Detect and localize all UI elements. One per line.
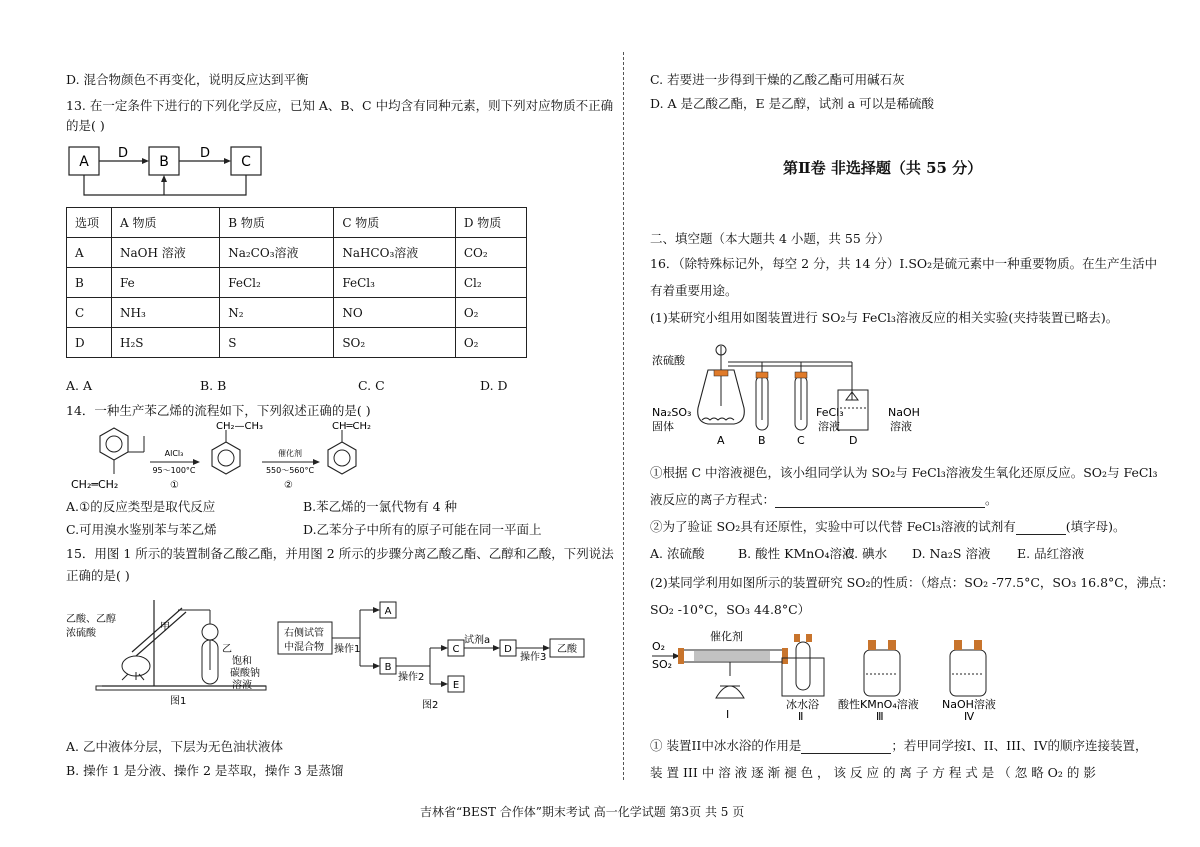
benzene-ring: [212, 442, 240, 474]
q13-stem-line2: 的是( ): [66, 118, 105, 133]
fig2-box-d: D: [504, 644, 512, 655]
ethyl-label: CH₂—CH₃: [216, 421, 264, 432]
table-cell: O₂: [455, 298, 526, 328]
q12-option-d: D. 混合物颜色不再变化，说明反应达到平衡: [66, 72, 309, 87]
fig1-label-right2: 碳酸钠: [230, 668, 260, 679]
wash-bottle-kmno4: [864, 650, 900, 696]
fig2-box-e: E: [452, 680, 460, 691]
table-row: [67, 238, 527, 268]
apparatus-2: [650, 624, 1020, 724]
q14-option-c: C.可用溴水鉴别苯与苯乙烯: [66, 522, 217, 537]
so2-label: SO₂: [652, 658, 673, 671]
q15-option-c: C. 若要进一步得到干燥的乙酸乙酯可用碱石灰: [650, 72, 905, 87]
benzene-ring: [100, 428, 128, 460]
q14-option-d: D.乙苯分子中所有的原子可能在同一平面上: [303, 522, 542, 537]
header-cell: C 物质: [334, 208, 456, 238]
fig2-op3: 操作3: [520, 652, 547, 663]
table-cell: A: [67, 238, 112, 268]
q16-stem-line2: 有着重要用途。: [650, 283, 738, 298]
fig1-label-left2: 浓硫酸: [66, 628, 96, 639]
fig1-label-right3: 溶液: [232, 680, 252, 691]
q15-stem-line2: 正确的是( ): [66, 568, 130, 583]
q16-sub2-prefix: ②为了验证 SO₂具有还原性，实验中可以代替 FeCl₃溶液的试剂有: [650, 519, 1016, 534]
num-1: Ⅰ: [726, 708, 730, 721]
cond1-top: AlCl₃: [164, 449, 184, 458]
table-cell: B: [67, 268, 112, 298]
q16-sub2-option-e: E. 品红溶液: [1017, 546, 1085, 561]
cond2-top: 催化剂: [278, 449, 302, 458]
table-cell: NH₃: [112, 298, 220, 328]
step1-label: ①: [170, 480, 179, 491]
naoh-solution-label: 溶液: [890, 420, 912, 433]
box-c-label: C: [241, 154, 251, 170]
table-row: [67, 328, 527, 358]
label-c: C: [797, 434, 805, 447]
header-cell: D 物质: [455, 208, 526, 238]
apparatus-1: [650, 336, 940, 452]
q16-sub2-option-d: D. Na₂S 溶液: [912, 546, 991, 561]
q15-stem-line1: 15．用图 1 所示的装置制备乙酸乙酯，并用图 2 所示的步骤分离乙酸乙酯、乙醇和乙酸，下列说法: [66, 546, 614, 561]
fecl3-label: FeCl₃: [816, 406, 844, 419]
fig2-box-a: A: [384, 606, 392, 617]
table-cell: N₂: [220, 298, 334, 328]
naoh-label: NaOH: [888, 406, 920, 419]
table-cell: D: [67, 328, 112, 358]
ethylene-label: CH₂═CH₂: [71, 478, 119, 491]
cond1-bottom: 95～100°C: [152, 466, 196, 475]
q16-part1: (1)某研究小组用如图装置进行 SO₂与 FeCl₃溶液反应的相关实验(夹持装置已略去)。: [650, 310, 1119, 325]
ice-bath-label: 冰水浴: [786, 698, 819, 711]
cond2-bottom: 550～560°C: [265, 466, 315, 475]
q16-part2-sub1-prefix: ① 装置II中冰水浴的作用是: [650, 738, 802, 753]
q13-stem-line1: 13. 在一定条件下进行的下列化学反应，已知 A、B、C 中均含有同种元素，则下列对应物质不正确: [66, 98, 614, 113]
table-cell: CO₂: [455, 238, 526, 268]
table-cell: Cl₂: [455, 268, 526, 298]
o2-label: O₂: [652, 640, 666, 653]
fig2-product: 乙酸: [557, 644, 577, 655]
q16-sub1-line1: ①根据 C 中溶液褪色，该小组同学认为 SO₂与 FeCl₃溶液发生氧化还原反应。SO₂与 FeCl₃: [650, 465, 1158, 480]
column-divider: [623, 52, 624, 780]
q13-option-c: C. C: [358, 378, 385, 393]
arrow2-label: D: [199, 146, 211, 161]
q14-option-a: A.①的反应类型是取代反应: [66, 499, 216, 514]
q15-option-a: A. 乙中液体分层，下层为无色油状液体: [66, 739, 283, 754]
answer-blank[interactable]: [1016, 519, 1066, 535]
fig2-op2: 操作2: [398, 672, 425, 683]
header-cell: 选项: [67, 208, 112, 238]
fig2-reagent: 试剂a: [464, 635, 491, 646]
num-3: Ⅲ: [876, 710, 884, 723]
box-b-label: B: [159, 154, 169, 170]
box-a-label: A: [79, 154, 89, 170]
q13-option-b: B. B: [200, 378, 227, 393]
q16-part2-sub1-line2: 装 置 III 中 溶 液 逐 渐 褪 色 ， 该 反 应 的 离 子 方 程 式 是 （ 忽 略 O₂ 的 影: [650, 765, 1096, 780]
table-cell: H₂S: [112, 328, 220, 358]
q16-part2-sub1-line1: [650, 736, 1147, 754]
q16-sub2-option-c: C. 碘水: [845, 546, 888, 561]
answer-blank[interactable]: [801, 738, 891, 754]
table-row: [67, 268, 527, 298]
label-b: B: [758, 434, 766, 447]
fig2-start1: 右侧试管: [284, 628, 324, 639]
table-cell: NaOH 溶液: [112, 238, 220, 268]
fig1-label-right1: 饱和: [232, 656, 252, 667]
fig1-label-jia: 甲: [160, 622, 170, 633]
table-cell: NO: [334, 298, 456, 328]
header-cell: B 物质: [220, 208, 334, 238]
label-a: A: [717, 434, 725, 447]
table-cell: FeCl₃: [334, 268, 456, 298]
q15-option-d: D. A 是乙酸乙酯，E 是乙醇，试剂 a 可以是稀硫酸: [650, 96, 935, 111]
page-footer: 吉林省“BEST 合作体”期末考试 高一化学试题 第3页 共 5 页: [420, 805, 745, 819]
step2-label: ②: [284, 480, 293, 491]
table-cell: Fe: [112, 268, 220, 298]
figure1-apparatus: [66, 590, 276, 710]
fig1-caption: 图1: [170, 696, 187, 707]
kmno4-label: 酸性KMnO₄溶液: [838, 698, 919, 711]
q13-option-a: A. A: [66, 378, 93, 393]
q16-sub1-prefix: 液反应的离子方程式：: [650, 492, 776, 507]
drying-bulb: [202, 624, 218, 640]
table-cell: Na₂CO₃溶液: [220, 238, 334, 268]
q16-part2-line2: SO₂ -10°C，SO₃ 44.8°C）: [650, 602, 811, 617]
fig2-op1: 操作1: [334, 644, 361, 655]
q13-option-d: D. D: [480, 378, 508, 393]
q13-options-table: [66, 207, 527, 358]
q16-sub2-option-a: A. 浓硫酸: [650, 546, 705, 561]
fecl3-solution-label: 溶液: [818, 420, 840, 433]
solid-label: 固体: [652, 420, 674, 433]
num-2: Ⅱ: [798, 710, 804, 723]
fig1-label-yi: 乙: [222, 644, 232, 655]
q16-sub2-suffix: (填字母)。: [1065, 519, 1126, 534]
catalyst-label: 催化剂: [710, 630, 743, 643]
table-cell: C: [67, 298, 112, 328]
table-cell: S: [220, 328, 334, 358]
num-4: Ⅳ: [964, 710, 975, 723]
q14-reaction-scheme: [66, 418, 396, 494]
figure2-separation-flow: [276, 598, 596, 710]
q16-sub1-suffix: 。: [985, 492, 998, 507]
q16-part2-sub1-suffix: ；若甲同学按I、II、III、IV的顺序连接装置，: [891, 738, 1148, 753]
q16-sub1-line2: [650, 490, 998, 508]
q16-stem-line1: 16．（除特殊标记外，每空 2 分，共 14 分）Ⅰ.SO₂是硫元素中一种重要物质。在生产生活中: [650, 256, 1158, 271]
q16-sub2-line: [650, 517, 1126, 535]
table-cell: SO₂: [334, 328, 456, 358]
label-d: D: [849, 434, 858, 447]
table-cell: O₂: [455, 328, 526, 358]
naoh-solution-label: NaOH溶液: [942, 698, 996, 711]
header-cell: A 物质: [112, 208, 220, 238]
answer-blank[interactable]: [775, 492, 985, 508]
q14-stem: 14．一种生产苯乙烯的流程如下，下列叙述正确的是( ): [66, 403, 371, 418]
table-row: [67, 298, 527, 328]
wash-bottle-naoh: [950, 650, 986, 696]
table-cell: NaHCO₃溶液: [334, 238, 456, 268]
table-header-row: [67, 208, 527, 238]
q14-option-b: B.苯乙烯的一氯代物有 4 种: [303, 499, 458, 514]
arrow1-label: D: [117, 146, 129, 161]
conc-acid-label: 浓硫酸: [652, 354, 685, 367]
benzene-ring: [328, 442, 356, 474]
u-tube: [796, 642, 810, 690]
vinyl-label: CH═CH₂: [332, 421, 372, 432]
fig2-caption: 图2: [422, 700, 439, 710]
fig2-box-b: B: [384, 662, 392, 673]
fig1-label-left1: 乙酸、乙醇: [66, 614, 116, 625]
q16-part2-line1: (2)某同学利用如图所示的装置研究 SO₂的性质：（熔点：SO₂ -77.5°C，SO₃ 16.8°C，沸点：: [650, 575, 1174, 590]
part-heading: 二、填空题（本大题共 4 小题，共 55 分）: [650, 231, 890, 246]
na2so3-label: Na₂SO₃: [652, 406, 692, 419]
q15-option-b: B. 操作 1 是分液、操作 2 是萃取，操作 3 是蒸馏: [66, 763, 344, 778]
alcohol-lamp: [716, 686, 744, 698]
table-cell: FeCl₂: [220, 268, 334, 298]
q16-sub2-option-b: B. 酸性 KMnO₄溶液: [738, 546, 855, 561]
q13-relation-diagram: [66, 140, 276, 202]
fig2-start2: 中混合物: [284, 642, 324, 653]
fig2-box-c: C: [452, 644, 460, 655]
section-title: 第Ⅱ卷 非选择题（共 55 分）: [783, 159, 983, 177]
